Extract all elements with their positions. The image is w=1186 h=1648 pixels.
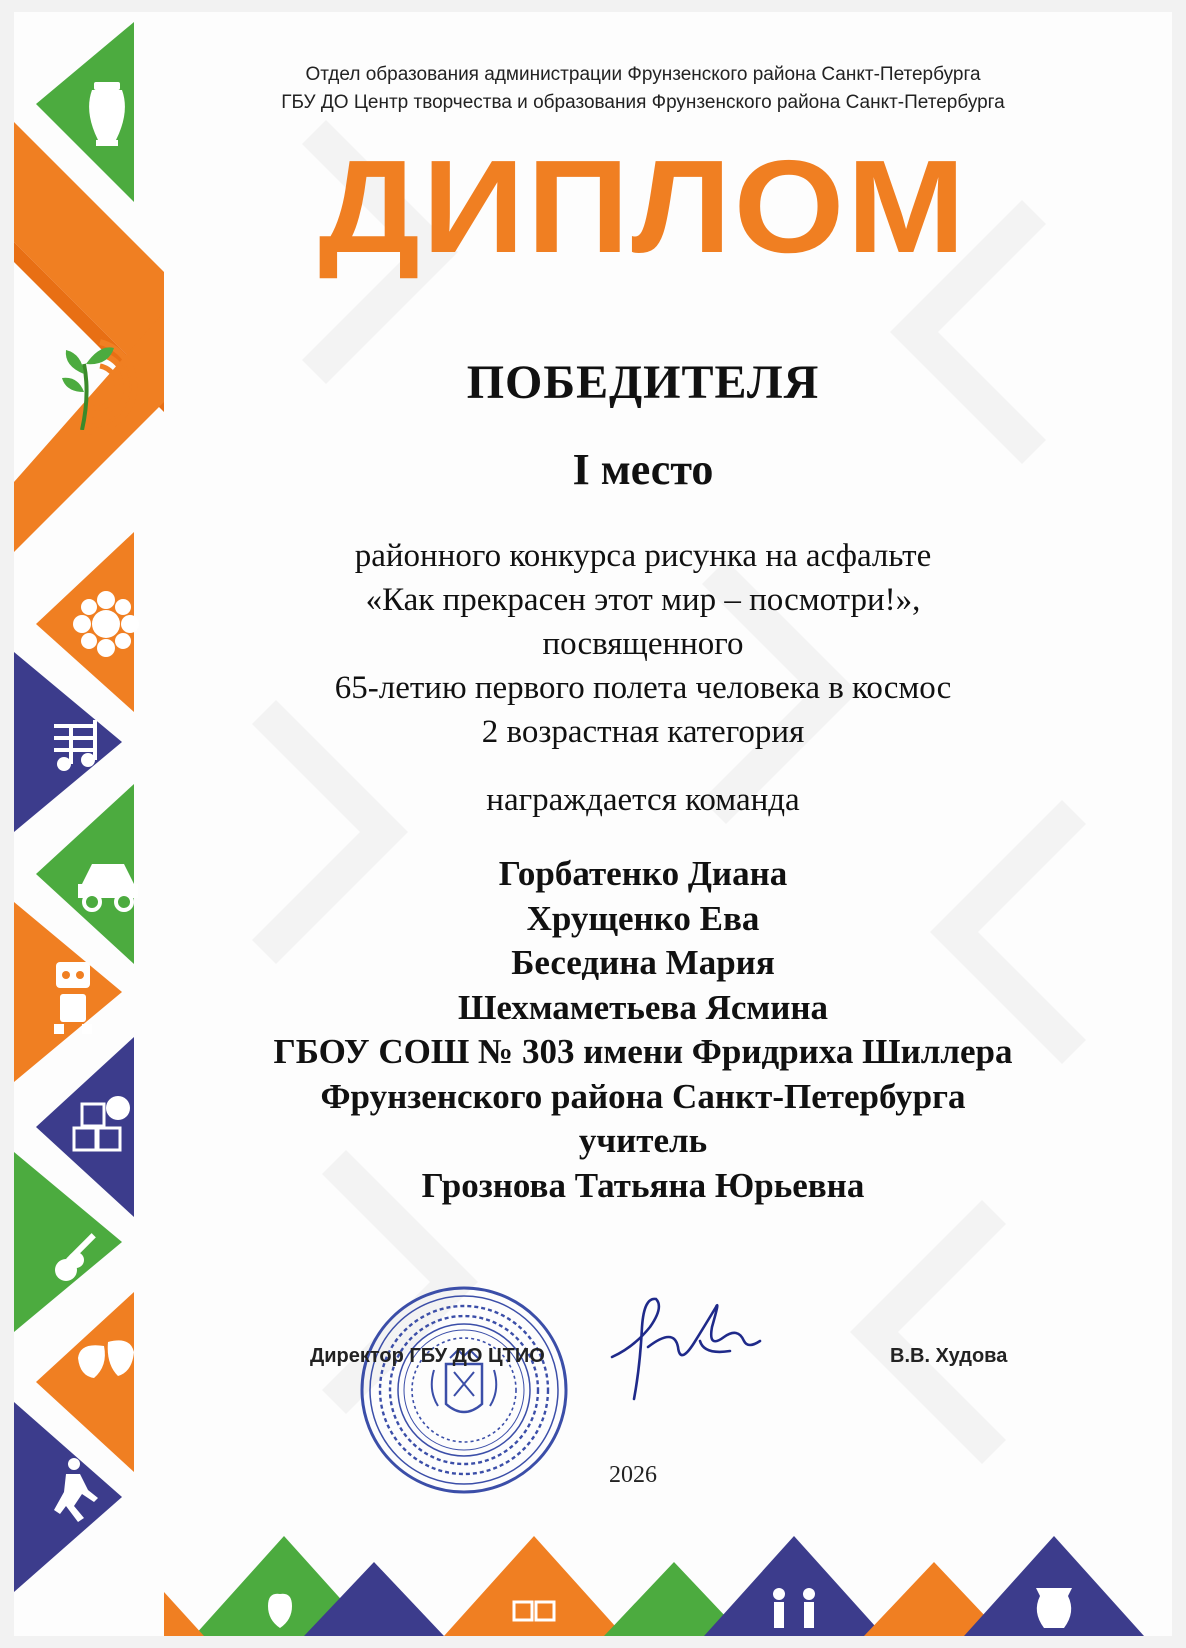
signatory-position: Директор ГБУ ДО ЦТИО: [310, 1345, 545, 1367]
school-district: Фрунзенского района Санкт-Петербурга: [320, 1076, 966, 1116]
description-line: посвященного: [542, 626, 744, 662]
signatory-name: В.В. Худова: [890, 1345, 1008, 1367]
description-line: «Как прекрасен этот мир – посмотри!»,: [365, 582, 921, 618]
organization-logo-icon: [60, 334, 152, 440]
director-signature: [604, 1287, 764, 1407]
recipient-name: Шехмаметьева Ясмина: [457, 987, 829, 1027]
recipient-name: Хрущенко Ева: [526, 898, 760, 938]
teacher-name: Грознова Татьяна Юрьевна: [421, 1165, 865, 1205]
diploma-year: 2026: [609, 1462, 657, 1488]
description-line: районного конкурса рисунка на асфальте: [354, 538, 932, 574]
description-line: 65-летию первого полета человека в космос: [334, 670, 952, 706]
recipient-name: Горбатенко Диана: [498, 854, 788, 893]
bottom-decorative-strip: [164, 1532, 1172, 1636]
header-institution: ГБУ ДО Центр творчества и образования Фрунзенского района Санкт-Петербурга: [281, 92, 1005, 113]
recipient-name: Беседина Мария: [511, 943, 775, 982]
description-line: 2 возрастная категория: [481, 714, 805, 750]
place-award: I место: [572, 445, 714, 494]
school-name: ГБОУ СОШ № 303 имени Фридриха Шиллера: [273, 1032, 1013, 1071]
recipients-list: [164, 852, 1122, 1208]
teacher-label: учитель: [578, 1121, 708, 1160]
awarded-text: награждается команда: [486, 782, 800, 818]
header-department: Отдел образования администрации Фрунзенского района Санкт-Петербурга: [305, 64, 981, 85]
diploma-subtitle: ПОБЕДИТЕЛЯ: [466, 356, 820, 409]
diploma-title: ДИПЛОМ: [318, 133, 968, 280]
diploma-sheet: [14, 12, 1172, 1636]
official-stamp: [354, 1280, 574, 1500]
competition-description: [164, 534, 1122, 754]
